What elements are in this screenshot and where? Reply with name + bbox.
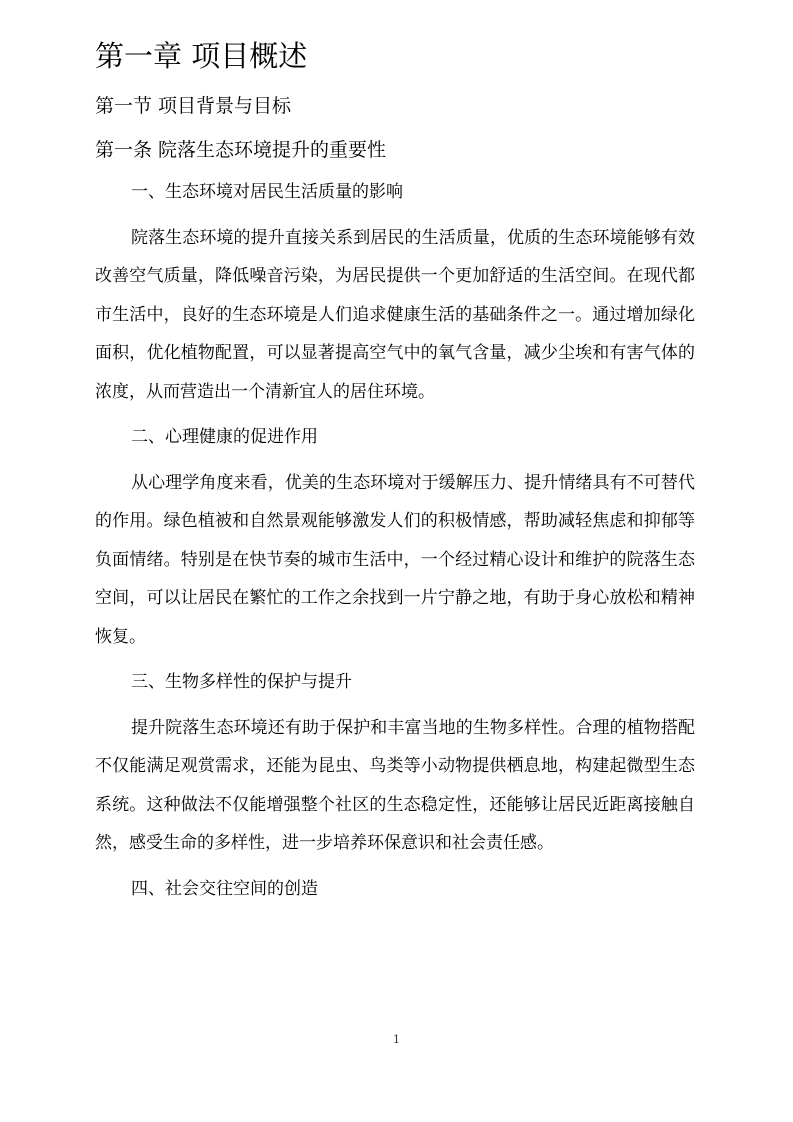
subsection-paragraph-3: 提升院落生态环境还有助于保护和丰富当地的生物多样性。合理的植物搭配不仅能满足观赏需求，还能为昆虫、鸟类等小动物提供栖息地，构建起微型生态系统。这种做法不仅能增强整个社区的生态稳定性，还能够让居民近距离接触自然，感受生命的多样性，进一步培养环保意识和社会责任感。 xyxy=(95,718,695,854)
subsection-heading-1: 一、生态环境对居民生活质量的影响 xyxy=(131,182,403,202)
article-title: 第一条 院落生态环境提升的重要性 xyxy=(95,139,387,161)
chapter-title: 第一章 项目概述 xyxy=(95,39,308,73)
subsection-paragraph-1: 院落生态环境的提升直接关系到居民的生活质量，优质的生态环境能够有效改善空气质量，降低噪音污染，为居民提供一个更加舒适的生活空间。在现代都市生活中，良好的生态环境是人们追求健康生活的基础条件之一。通过增加绿化面积，优化植物配置，可以显著提高空气中的氧气含量，减少尘埃和有害气体的浓度，从而营造出一个清新宜人的居住环境。 xyxy=(95,228,695,402)
section-title: 第一节 项目背景与目标 xyxy=(95,95,292,117)
page-number: 1 xyxy=(393,1033,400,1046)
page-content xyxy=(95,34,695,916)
subsection-paragraph-2: 从心理学角度来看，优美的生态环境对于缓解压力、提升情绪具有不可替代的作用。绿色植被和自然景观能够激发人们的积极情感，帮助减轻焦虑和抑郁等负面情绪。特别是在快节奏的城市生活中，一个经过精心设计和维护的院落生态空间，可以让居民在繁忙的工作之余找到一片宁静之地，有助于身心放松和精神恢复。 xyxy=(95,473,695,647)
subsection-heading-2: 二、心理健康的促进作用 xyxy=(131,427,318,448)
subsection-heading-4: 四、社会交往空间的创造 xyxy=(131,878,318,899)
subsection-heading-3: 三、生物多样性的保护与提升 xyxy=(131,672,352,693)
